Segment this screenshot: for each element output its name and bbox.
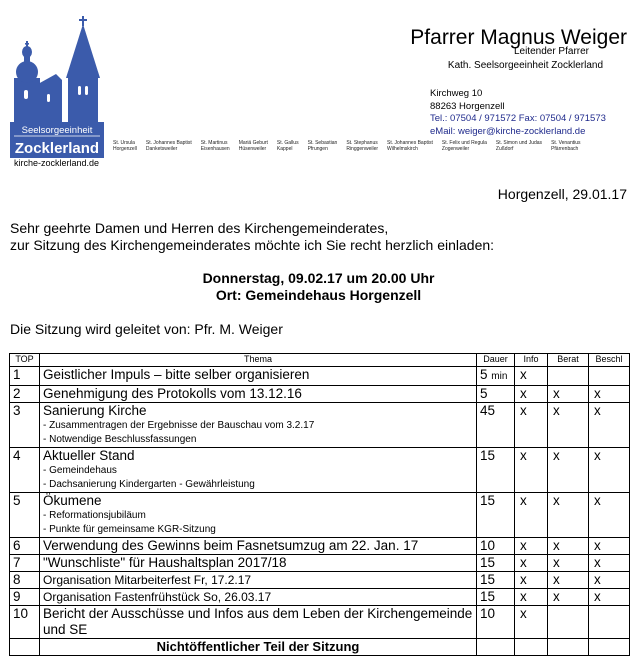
row-beschl: x [589,386,630,403]
row-berat: x [548,493,589,538]
row-top: 4 [10,448,40,493]
pastor-unit: Kath. Seelsorgeeinheit Zocklerland [447,60,603,71]
header-thema: Thema [40,354,477,367]
row-subitem: - Punkte für gemeinsame KGR-Sitzung [43,524,216,535]
row-dauer-value: 15 [480,448,496,463]
section-top [10,639,40,656]
table-row [10,555,630,572]
row-dauer-value: 15 [480,493,496,508]
row-dauer-value: 15 [480,572,496,587]
parish-saint: St. Martinus [200,140,228,146]
parish-place: Pfrungen [307,146,328,153]
section-berat [548,639,589,656]
row-dauer-value: 10 [480,606,496,621]
parish-saint: St. Stephanus [346,140,378,146]
row-dauer-value: 45 [480,403,496,418]
row-dauer-value: 15 [480,555,496,570]
row-top: 10 [10,606,40,639]
parish-place: Zogenweiler [441,146,470,153]
row-dauer-value: 5 [480,367,488,382]
parish-item [113,140,137,152]
row-title: Sanierung Kirche [43,403,147,418]
row-info: x [515,555,548,572]
row-thema [40,403,477,448]
row-beschl: x [589,555,630,572]
address-phone: Tel.: 07504 / 971572 Fax: 07504 / 971573 [430,113,606,125]
address-email[interactable]: eMail: weiger@kirche-zocklerland.de [430,125,586,137]
row-title: Organisation Mitarbeiterfest Fr, 17.2.17 [43,573,252,587]
parish-place: Pfärrenbach [551,146,579,153]
row-dauer [477,589,515,606]
logo-line1: Seelsorgeeinheit [21,125,93,136]
parish-saint: St. Johannes Baptist [145,140,192,146]
pastor-name: Pfarrer Magnus Weiger [410,26,627,49]
row-info: x [515,606,548,639]
row-subitem: - Dachsanierung Kindergarten - Gewährleistung [43,479,255,490]
row-dauer [477,538,515,555]
header-info: Info [515,354,548,367]
section-info [515,639,548,656]
table-row [10,538,630,555]
parish-saint: St. Gallus [276,140,299,146]
parish-item [551,140,580,152]
section-row [10,639,630,656]
greeting [10,220,494,254]
row-thema [40,448,477,493]
row-top: 1 [10,367,40,386]
row-berat: x [548,403,589,448]
parish-item [277,140,299,152]
pastor-role: Leitender Pfarrer [513,46,589,57]
parish-place: Ringgenweiler [346,146,379,153]
table-row [10,367,630,386]
header-berat: Berat [548,354,589,367]
row-top: 2 [10,386,40,403]
address-city: 88263 Horgenzell [430,100,505,112]
row-berat: x [548,572,589,589]
row-subitem: - Zusammentragen der Ergebnisse der Bauschau vom 3.2.17 [43,420,315,431]
row-top: 3 [10,403,40,448]
parish-saint: St. Simon und Judas [495,140,543,146]
row-info: x [515,448,548,493]
table-row [10,493,630,538]
row-dauer-value: 5 [480,386,488,401]
row-dauer [477,606,515,639]
row-title: Ökumene [43,493,102,508]
row-title: Genehmigung des Protokolls vom 13.12.16 [43,386,302,401]
row-thema [40,572,477,589]
row-berat [548,606,589,639]
parish-item [496,140,542,152]
row-info: x [515,493,548,538]
row-dauer [477,493,515,538]
parish-saint: St. Sebastian [307,140,338,146]
row-info: x [515,589,548,606]
greeting-line2: zur Sitzung des Kirchengemeinderates möchte ich Sie recht herzlich einladen: [10,237,495,253]
row-dauer-unit: min [491,371,508,382]
meeting-info [0,270,637,304]
parish-place: Zußdorf [495,146,514,153]
row-berat: x [548,538,589,555]
parish-place: Danketsweiler [145,146,178,153]
row-subitem: - Reformationsjubiläum [43,510,146,521]
parish-item [146,140,192,152]
row-beschl: x [589,538,630,555]
row-top: 9 [10,589,40,606]
row-beschl [589,367,630,386]
table-row [10,448,630,493]
parish-place: Horgenzell [113,146,137,153]
table-row [10,386,630,403]
parish-item [346,140,378,152]
parish-saint: St. Johannes Baptist [387,140,433,146]
header-top: TOP [10,354,40,367]
parish-item [201,140,230,152]
row-title: Geistlicher Impuls – bitte selber organisieren [43,367,310,382]
church-logo [10,14,104,158]
section-dauer [477,639,515,656]
row-berat [548,367,589,386]
row-beschl: x [589,493,630,538]
row-dauer [477,572,515,589]
row-top: 6 [10,538,40,555]
row-berat: x [548,386,589,403]
row-subitem: - Notwendige Beschlussfassungen [43,434,197,445]
row-title: Aktueller Stand [43,448,135,463]
row-info: x [515,403,548,448]
row-dauer-value: 10 [480,538,496,553]
parish-item [239,140,268,152]
row-title: Bericht der Ausschüsse und Infos aus dem Leben der Kirchengemeinde und SE [43,606,473,637]
row-thema [40,589,477,606]
parish-saint: St. Felix und Regula [441,140,487,146]
row-beschl: x [589,572,630,589]
row-dauer [477,403,515,448]
parish-item [387,140,433,152]
row-thema [40,493,477,538]
logo-line2: Zocklerland [14,140,100,157]
row-beschl: x [589,403,630,448]
row-title: Organisation Fastenfrühstück So, 26.03.17 [43,590,272,604]
parish-place: Wilhelmskirch [387,146,418,153]
row-info: x [515,538,548,555]
row-top: 5 [10,493,40,538]
section-label: Nichtöffentlicher Teil der Sitzung [40,639,477,656]
table-row [10,572,630,589]
parish-saint: Mariä Geburt [238,140,268,146]
meeting-leader: Die Sitzung wird geleitet von: Pfr. M. Weiger [10,321,283,337]
row-title: Verwendung des Gewinns beim Fasnetsumzug am 22. Jan. 17 [43,538,419,553]
agenda-table [9,353,630,656]
row-dauer [477,386,515,403]
parish-list [113,140,635,152]
address-block [430,88,606,138]
greeting-line1: Sehr geehrte Damen und Herren des Kirchengemeinderates, [10,220,389,236]
row-thema [40,386,477,403]
table-row [10,403,630,448]
row-dauer [477,367,515,386]
row-beschl: x [589,589,630,606]
row-subitem: - Gemeindehaus [43,465,117,476]
row-info: x [515,572,548,589]
row-info: x [515,367,548,386]
row-berat: x [548,555,589,572]
row-thema [40,367,477,386]
parish-place: Hüsenweiler [238,146,267,153]
row-berat: x [548,589,589,606]
website-link[interactable]: kirche-zocklerland.de [14,158,100,168]
parish-saint: St. Ursula [113,140,135,146]
table-row [10,606,630,639]
row-beschl [589,606,630,639]
row-top: 8 [10,572,40,589]
address-street: Kirchweg 10 [430,88,483,99]
row-beschl: x [589,448,630,493]
row-info: x [515,386,548,403]
row-top: 7 [10,555,40,572]
row-thema [40,555,477,572]
header-beschl: Beschl [589,354,630,367]
row-dauer [477,448,515,493]
row-dauer-value: 15 [480,589,496,604]
row-berat: x [548,448,589,493]
parish-place: Kappel [276,146,293,153]
header-dauer: Dauer [477,354,515,367]
letter-date: Horgenzell, 29.01.17 [497,186,627,202]
row-dauer [477,555,515,572]
meeting-when: Donnerstag, 09.02.17 um 20.00 Uhr [202,270,435,286]
row-title: "Wunschliste" für Haushaltsplan 2017/18 [43,555,287,570]
agenda-header-row [10,354,630,367]
meeting-where: Ort: Gemeindehaus Horgenzell [215,287,422,303]
parish-item [308,140,338,152]
table-row [10,589,630,606]
row-thema [40,538,477,555]
row-thema [40,606,477,639]
parish-item [442,140,487,152]
parish-place: Eisenhausen [200,146,230,153]
section-beschl [589,639,630,656]
parish-saint: St. Venantius [551,140,581,146]
